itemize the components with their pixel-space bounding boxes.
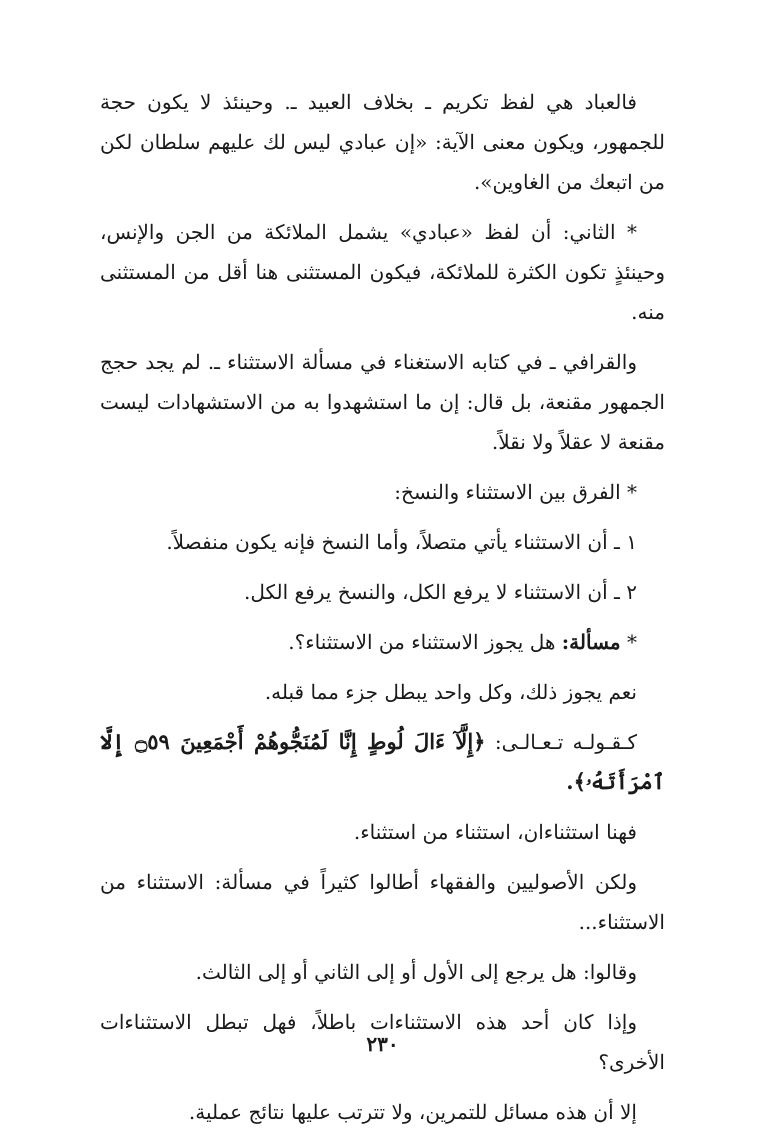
paragraph-7: وإذا كان أحد هذه الاستثناءات باطلاً، فهل تبطل الاستثناءات الأخرى؟ — [100, 1010, 665, 1074]
page-number: ٢٣٠ — [366, 1032, 399, 1056]
section-heading: * الفرق بين الاستثناء والنسخ: — [394, 480, 637, 504]
page-body — [100, 82, 665, 1142]
list-item-2: ٢ ـ أن الاستثناء لا يرفع الكل، والنسخ يرفع الكل. — [243, 580, 637, 604]
paragraph-8: إلا أن هذه مسائل للتمرين، ولا تترتب عليها نتائج عملية. — [188, 1100, 637, 1124]
question-text: هل يجوز الاستثناء من الاستثناء؟. — [288, 630, 562, 654]
example-intro: كـقـولـه تـعـالـى: — [485, 730, 638, 754]
paragraph-6: وقالوا: هل يرجع إلى الأول أو إلى الثاني أو إلى الثالث. — [195, 960, 637, 984]
quran-verse: ﴿إِلَّآ ءَالَ لُوطٍ إِنَّا لَمُنَجُّوهُمْ أَجْمَعِينَ ۝٥٩ إِلَّا ٱمْرَأَتَهُۥ﴾. — [100, 729, 665, 794]
paragraph-5: ولكن الأصوليين والفقهاء أطالوا كثيراً في مسألة: الاستثناء من الاستثناء... — [100, 870, 665, 934]
question-label: مسألة: — [561, 630, 621, 654]
list-item-1: ١ ـ أن الاستثناء يأتي متصلاً، وأما النسخ فإنه يكون منفصلاً. — [166, 530, 637, 554]
paragraph-2: * الثاني: أن لفظ «عبادي» يشمل الملائكة من الجن والإنس، وحينئذٍ تكون الكثرة للملائكة، فيكون المستثنى هنا أقل من المستثنى منه. — [100, 220, 665, 324]
example-line — [100, 722, 665, 802]
paragraph-1: فالعباد هي لفظ تكريم ـ بخلاف العبيد ـ. وحينئذ لا يكون حجة للجمهور، ويكون معنى الآية: «إن عبادي ليس لك عليهم سلطان لكن من اتبعك من الغاوين». — [100, 90, 665, 194]
question-line — [100, 622, 665, 662]
answer-line: نعم يجوز ذلك، وكل واحد يبطل جزء مما قبله. — [264, 680, 637, 704]
paragraph-3: والقرافي ـ في كتابه الاستغناء في مسألة الاستثناء ـ. لم يجد حجج الجمهور مقنعة، بل قال: إن ما استشهدوا به من الاستشهادات ليست مقنعة لا عقلاً ولا نقلاً. — [100, 350, 665, 454]
paragraph-4: فهنا استثناءان، استثناء من استثناء. — [353, 820, 637, 844]
question-prefix: * — [620, 630, 637, 654]
